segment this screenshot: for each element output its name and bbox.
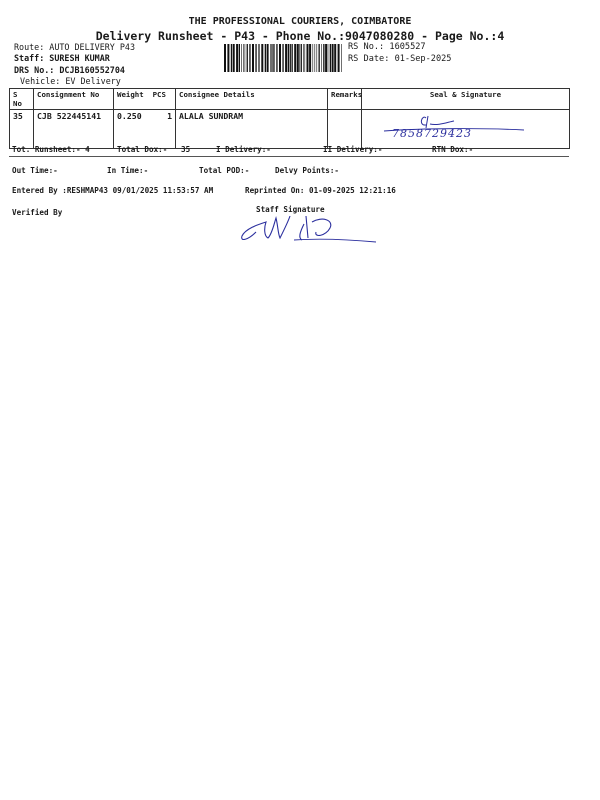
route-label: Route: AUTO DELIVERY P43 [14,42,136,52]
rtn-dox: RTN Dox:- [432,145,474,154]
cell-weight: 0.250 [117,111,142,121]
cell-consignee: ALALA SUNDRAM [176,110,328,149]
rs-number: RS No.: 1605527 [348,42,426,52]
first-delivery: I Delivery:- [216,145,271,154]
staff-signature [234,202,384,247]
table-header-row [10,89,570,110]
receiver-phone-handwritten: 7858729423 [392,127,472,140]
table-row [10,110,570,149]
col-header-seal-signature: Seal & Signature [362,89,570,110]
col-header-sno: S No [10,89,34,110]
runsheet-title: Delivery Runsheet - P43 - Phone No.:9047080280 - Page No.:4 [95,29,505,43]
cell-sno: 35 [10,110,34,149]
verified-by-label: Verified By [12,208,63,217]
out-time: Out Time:- [12,166,58,175]
reprinted-on: Reprinted On: 01-09-2025 12:21:16 [245,186,396,195]
in-time: In Time:- [107,166,149,175]
runsheet-table [9,88,570,149]
vehicle-label: Vehicle: EV Delivery [20,76,121,86]
cell-weight-pcs [114,110,176,149]
barcode-image [224,44,344,72]
col-header-weight-pcs: Weight PCS [114,89,176,110]
staff-signature-label: Staff Signature [256,205,325,214]
total-pod: Total POD:- [199,166,250,175]
staff-label: Staff: SURESH KUMAR [14,53,110,63]
total-runsheet: Tot. Runsheet:- 4 [12,145,90,154]
company-name: THE PROFESSIONAL COURIERS, COIMBATORE [188,16,412,27]
delivery-points: Delvy Points:- [275,166,340,175]
col-header-consignment: Consignment No [34,89,114,110]
total-dox: Total Dox:- 35 [117,145,191,154]
cell-pcs: 1 [167,111,172,121]
col-header-consignee: Consignee Details [176,89,328,110]
cell-remarks [328,110,362,149]
rs-date: RS Date: 01-Sep-2025 [348,54,452,64]
divider-line [9,156,569,157]
entered-by: Entered By :RESHMAP43 09/01/2025 11:53:57 AM [12,186,214,195]
second-delivery: II Delivery:- [323,145,383,154]
drs-number: DRS No.: DCJB160552704 [14,65,125,75]
col-header-remarks: Remarks [328,89,362,110]
cell-seal-signature [362,110,570,149]
cell-consignment: CJB 522445141 [34,110,114,149]
